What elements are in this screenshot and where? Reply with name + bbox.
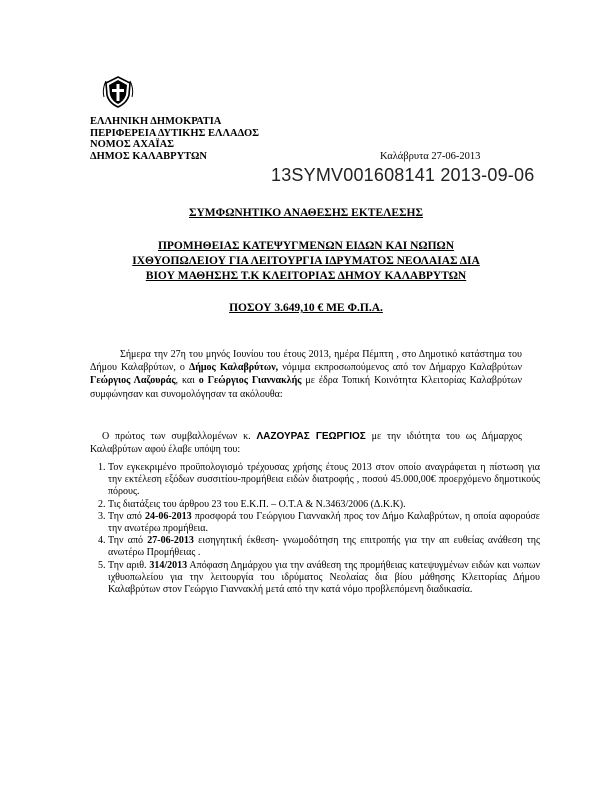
item-5-decision-number: 314/2013 <box>149 559 188 571</box>
header-line-republic: ΕΛΛΗΝΙΚΗ ΔΗΜΟΚΡΑΤΙΑ <box>90 116 222 127</box>
issuer-header <box>90 116 259 162</box>
greek-coat-of-arms-emblem <box>102 75 134 109</box>
intro-text-4: με έδρα Τοπική Κοινότητα Κλειτορίας Καλαβρύτων συμφώνησαν και συνομολόγησαν τα ακόλουθα: <box>90 375 523 400</box>
party-name: ΛΑΖΟΥΡΑΣ ΓΕΩΡΓΙΟΣ <box>256 431 366 442</box>
intro-supplier-name: ο Γεώργιος Γιαννακλής <box>198 375 302 387</box>
agreement-title: ΣΥΜΦΩΝΗΤΙΚΟ ΑΝΑΘΕΣΗΣ ΕΚΤΕΛΕΣΗΣ <box>188 207 424 219</box>
first-party-paragraph <box>90 430 522 456</box>
item-4-text-2: εισηγητική έκθεση- γνωμοδότηση της επιτροπής για την απ ευθείας ανάθεση της ανωτέρω Προμήθειας . <box>108 535 540 559</box>
header-line-municipality: ΔΗΜΟΣ ΚΑΛΑΒΡΥΤΩΝ <box>90 150 207 162</box>
item-4-text-1: Την από <box>108 535 148 547</box>
intro-text-3: , και <box>175 375 199 387</box>
supply-title-line-2: ΙΧΘΥΟΠΩΛΕΙΟΥ ΓΙΑ ΛΕΙΤΟΥΡΓΙΑ ΙΔΡΥΜΑΤΟΣ ΝΕΟΛΑΙΑΣ ΔΙΑ <box>132 255 480 267</box>
item-5-text-2: Απόφαση Δημάρχου για την ανάθεση της προμήθειας κατεψυγμένων ειδών και νωπων ιχθυοπωλείου για την λειτουργία του ιδρύματος Νεολαίας δια βίου μάθησης Κλειτορίας Δήμου Καλαβρύτων στον Γεώργιο Γιαννακλή μετά από την κατά νόμο προβλεπόμενη διαδικασία. <box>108 559 540 596</box>
party-text-2: με την ιδιότητα του ως Δήμαρχος Καλαβρύτων αφού έλαβε υπόψη του: <box>90 431 522 456</box>
item-1-text: Τον εγκεκριμένο προϋπολογισμό τρέχουσας χρήσης έτους 2013 στον οποίο αναγράφεται η πίστωση για την εκτέλεση εξόδων συσσιτίου-προμήθεια ειδών διατροφής , ποσού 45.000,00€ προερχόμενο δημοτικούς πόρους. <box>108 462 540 498</box>
item-3-date: 24-06-2013 <box>144 510 192 522</box>
intro-mayor-name: Γεώργιος Λαζουράς <box>90 375 176 387</box>
item-4-date: 27-06-2013 <box>147 535 194 547</box>
amount-title: ΠΟΣΟΥ 3.649,10 € ΜΕ Φ.Π.Α. <box>229 302 383 314</box>
document-date: Καλάβρυτα 27-06-2013 <box>380 151 481 162</box>
list-item <box>108 499 540 511</box>
supply-title-line-3: ΒΙΟΥ ΜΑΘΗΣΗΣ Τ.Κ ΚΛΕΙΤΟΡΙΑΣ ΔΗΜΟΥ ΚΑΛΑΒΡΥΤΩΝ <box>145 270 467 282</box>
list-item <box>108 560 540 597</box>
header-line-region: ΠΕΡΙΦΕΡΕΙΑ ΔΥΤΙΚΗΣ ΕΛΛΑΔΟΣ <box>90 127 259 139</box>
header-line-prefecture: ΝΟΜΟΣ ΑΧΑΪΑΣ <box>90 139 175 150</box>
item-3-text-1: Την από <box>108 510 145 522</box>
registry-stamp: 13SYMV001608141 2013-09-06 <box>271 165 535 185</box>
item-2-text: Τις διατάξεις του άρθρου 23 του Ε.Κ.Π. – Ο.Τ.Α & Ν.3463/2006 (Δ.Κ.Κ). <box>108 498 406 510</box>
considerations-list <box>90 462 540 596</box>
intro-text-2: νόμιμα εκπροσωπούμενος από τον Δήμαρχο Καλαβρύτων <box>278 362 522 374</box>
item-3-text-2: προσφορά του Γεώργιου Γιαννακλή προς τον Δήμο Καλαβρύτων, η οποία αφορούσε την ανωτέρω προμήθεια. <box>108 510 540 535</box>
list-item <box>108 535 540 559</box>
item-5-text-1: Την αριθ. <box>108 559 150 571</box>
party-text-1: Ο πρώτος των συμβαλλομένων κ. <box>102 431 257 442</box>
intro-paragraph <box>90 348 522 401</box>
supply-title-line-1: ΠΡΟΜΗΘΕΙΑΣ ΚΑΤΕΨΥΓΜΕΝΩΝ ΕΙΔΩΝ ΚΑΙ ΝΩΠΩΝ <box>157 240 455 252</box>
intro-text-1: Σήμερα την 27η του μηνός Ιουνίου του έτους 2013, ημέρα Πέμπτη , στο Δημοτικό κατάστημα του Δήμου Καλαβρύτων, ο <box>90 349 522 374</box>
list-item <box>108 462 540 499</box>
intro-municipality: Δήμος Καλαβρύτων, <box>188 362 279 374</box>
list-item <box>108 511 540 535</box>
